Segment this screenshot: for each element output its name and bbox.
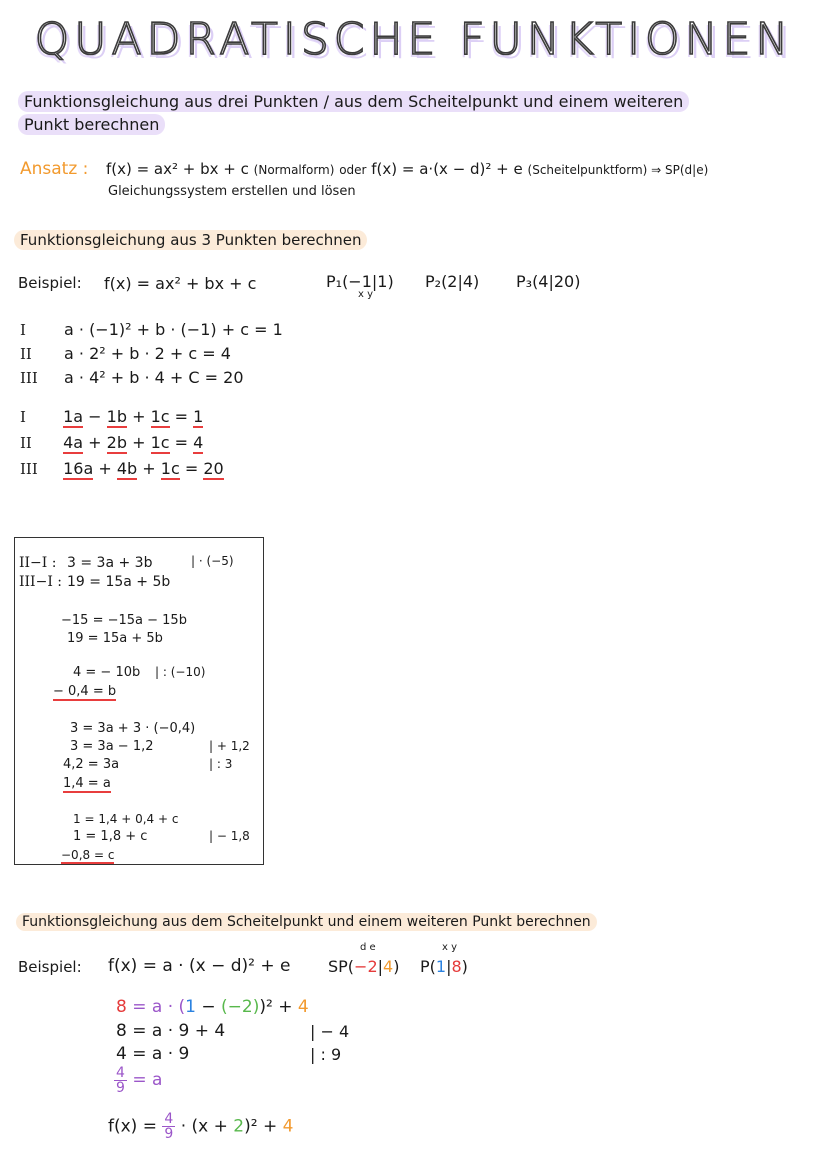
vertex-point — [328, 955, 399, 978]
system1 — [20, 318, 283, 390]
sp-suffix: ) — [393, 957, 400, 976]
system2-row — [20, 405, 224, 429]
coef-equation — [63, 407, 203, 426]
box-r1-label: II−I : — [19, 555, 57, 571]
p-y: 8 — [451, 957, 462, 976]
box-r8-op: | + 1,2 — [209, 739, 250, 753]
sp-de-labels: d e — [360, 942, 376, 953]
sp-prefix: SP( — [328, 957, 355, 976]
f-fraction — [162, 1112, 175, 1141]
box-r11: 1 = 1,4 + 0,4 + c — [73, 812, 179, 826]
step4-fraction — [114, 1066, 127, 1095]
op: + — [93, 459, 117, 478]
box-r10-wrap — [63, 775, 111, 793]
step4-rest: = a — [126, 1070, 163, 1090]
oder-text: oder — [339, 163, 367, 177]
coef-r: 1 — [193, 407, 204, 426]
box-r1-op: | · (−5) — [191, 554, 234, 568]
f-close: )² + — [244, 1116, 283, 1137]
normal-note: (Normalform) — [253, 163, 335, 177]
section1-heading — [18, 90, 689, 114]
s1-m2: (−2) — [221, 997, 260, 1017]
final-function — [108, 1112, 293, 1141]
box-r5: 4 = − 10b — [73, 665, 141, 680]
step2-op: | − 4 — [310, 1022, 350, 1041]
equation: a · 4² + b · 4 + C = 20 — [64, 368, 244, 387]
system1-row — [20, 318, 283, 342]
system2-row — [20, 431, 224, 455]
coef-c: 1c — [150, 433, 170, 452]
box-r12: 1 = 1,8 + c — [73, 829, 148, 844]
ansatz-row — [20, 158, 708, 181]
point-p1-xy: x y — [358, 289, 374, 300]
formula-normal: f(x) = ax² + bx + c — [105, 160, 249, 178]
op: = — [169, 407, 194, 426]
beispiel2-function: f(x) = a · (x − d)² + e — [108, 956, 291, 976]
extra-point — [420, 955, 468, 978]
roman-numeral: III — [20, 369, 38, 387]
p-sep: | — [446, 957, 452, 976]
s1-close: )² + — [259, 997, 298, 1017]
section3-heading-wrap — [16, 910, 597, 933]
box-r2-eq: 19 = 15a + 5b — [67, 574, 171, 590]
f-2: 2 — [233, 1116, 245, 1137]
step2: 8 = a · 9 + 4 — [116, 1021, 226, 1041]
op: + — [137, 459, 161, 478]
step1 — [116, 996, 309, 1019]
coef-c: 1c — [160, 459, 180, 478]
box-r5-op: | : (−10) — [155, 665, 206, 679]
p-prefix: P( — [420, 957, 436, 976]
op: + — [83, 433, 107, 452]
op: + — [127, 407, 151, 426]
system2-row — [20, 457, 224, 481]
coef-a: 1a — [63, 407, 84, 426]
box-r1-eq: 3 = 3a + 3b — [67, 555, 153, 571]
coef-c: 1c — [150, 407, 170, 426]
coef-b: 1b — [106, 407, 127, 426]
op: = — [179, 459, 204, 478]
roman-numeral: II — [20, 434, 32, 452]
section1-heading-line1: Funktionsgleichung aus drei Punkten / aus dem Scheitelpunkt und einem weiteren — [18, 91, 689, 112]
coef-a: 4a — [63, 433, 84, 452]
point-p3: P₃(4|20) — [516, 272, 581, 291]
s1-8: 8 — [116, 997, 127, 1017]
box-r12-op: | − 1,8 — [209, 829, 250, 843]
coef-r: 20 — [203, 459, 224, 478]
roman-numeral: II — [20, 345, 32, 363]
step4-num: 4 — [116, 1065, 125, 1081]
beispiel1-label: Beispiel: — [18, 274, 82, 292]
roman-numeral: III — [20, 460, 38, 478]
f-prefix: f(x) = — [108, 1116, 163, 1137]
p-xy-labels: x y — [442, 942, 458, 953]
f-den: 9 — [164, 1126, 174, 1142]
page-title: QUADRATISCHE FUNKTIONEN — [34, 14, 794, 65]
s1-minus: − — [195, 997, 222, 1017]
box-r13-wrap — [61, 846, 114, 864]
step4-den: 9 — [116, 1080, 125, 1096]
p-suffix: ) — [461, 957, 468, 976]
sp-d: −2 — [354, 957, 378, 976]
equation: a · (−1)² + b · (−1) + c = 1 — [64, 320, 283, 339]
point-p2: P₂(2|4) — [425, 272, 480, 291]
system1-row — [20, 366, 283, 390]
step3-op: | : 9 — [310, 1045, 342, 1064]
coef-equation — [63, 433, 203, 452]
beispiel1-function: f(x) = ax² + bx + c — [104, 274, 257, 293]
op: − — [83, 407, 107, 426]
system2 — [20, 405, 224, 481]
op: + — [127, 433, 151, 452]
equation: a · 2² + b · 2 + c = 4 — [64, 344, 231, 363]
op: = — [169, 433, 194, 452]
sp-sep: | — [377, 957, 384, 976]
coef-r: 4 — [193, 433, 204, 452]
box-r6: − 0,4 = b — [53, 684, 117, 699]
point-p1: P₁(−1|1) — [326, 272, 394, 291]
section2-heading: Funktionsgleichung aus 3 Punkten berechnen — [14, 230, 367, 250]
sp-e: 4 — [383, 957, 394, 976]
step4 — [114, 1066, 162, 1095]
step3: 4 = a · 9 — [116, 1044, 190, 1064]
box-r6-wrap — [53, 683, 116, 701]
vertex-note: (Scheitelpunktform) ⇒ SP(d|e) — [527, 163, 709, 177]
s1-4: 4 — [297, 997, 309, 1017]
coef-equation — [63, 459, 224, 478]
ansatz-line2: Gleichungssystem erstellen und lösen — [108, 184, 356, 199]
box-r9-op: | : 3 — [209, 757, 233, 771]
roman-numeral: I — [20, 321, 26, 339]
box-r10: 1,4 = a — [63, 776, 111, 791]
section1-heading-2 — [18, 113, 165, 137]
box-r3: −15 = −15a − 15b — [61, 613, 187, 628]
section2-heading-wrap — [14, 229, 367, 251]
beispiel2-label: Beispiel: — [18, 958, 82, 976]
formula-vertex: f(x) = a·(x − d)² + e — [371, 160, 523, 178]
p-x: 1 — [435, 957, 447, 976]
roman-numeral: I — [20, 408, 26, 426]
box-r8: 3 = 3a − 1,2 — [70, 739, 154, 754]
s1-1: 1 — [185, 997, 196, 1017]
box-r7: 3 = 3a + 3 · (−0,4) — [70, 721, 196, 736]
f-num: 4 — [164, 1111, 174, 1127]
box-r9: 4,2 = 3a — [63, 757, 120, 772]
box-r2-label: III−I : — [19, 574, 63, 590]
coef-b: 2b — [106, 433, 127, 452]
f-4: 4 — [282, 1116, 294, 1137]
box-r4: 19 = 15a + 5b — [67, 631, 163, 646]
coef-a: 16a — [63, 459, 94, 478]
ansatz-label: Ansatz : — [20, 159, 89, 179]
box-r13: −0,8 = c — [61, 848, 115, 862]
calculation-box — [14, 537, 264, 865]
system1-row — [20, 342, 283, 366]
s1-mid: = a · ( — [126, 997, 186, 1017]
section1-heading-line2: Punkt berechnen — [18, 114, 165, 135]
section3-heading: Funktionsgleichung aus dem Scheitelpunkt und einem weiteren Punkt berechnen — [16, 913, 597, 931]
coef-b: 4b — [116, 459, 138, 478]
f-mid: · (x + — [175, 1116, 234, 1137]
